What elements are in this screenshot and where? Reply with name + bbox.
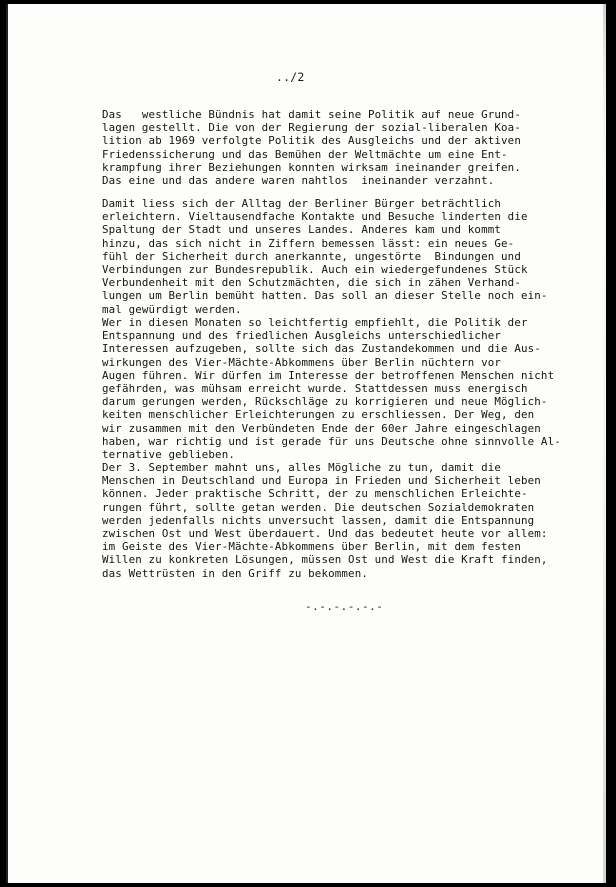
text-line: lition ab 1969 verfolgte Politik des Ausgleichs und der aktiven [102,134,521,148]
text-line: im Geiste des Vier-Mächte-Abkommens über Berlin, mit dem festen [102,540,521,554]
paragraph [102,461,548,580]
text-line: lagen gestellt. Die von der Regierung der sozial-liberalen Koa- [102,121,521,135]
text-line: Willen zu konkreten Lösungen, müssen Ost und West die Kraft finden, [102,553,548,567]
document-page [6,4,606,883]
page-edge-shadow [603,4,606,883]
text-line: erleichtern. Vieltausendfache Kontakte und Besuche linderten die [102,210,528,224]
closing-mark: -.-.-.-.-.- [305,600,384,613]
text-line: können. Jeder praktische Schritt, der zu menschlichen Erleichte- [102,487,528,501]
text-line: Der 3. September mahnt uns, alles Mögliche zu tun, damit die [102,461,502,474]
page-number: ../2 [276,70,305,84]
text-line: Das westliche Bündnis hat damit seine Politik auf neue Grund- [102,108,521,121]
text-line: Das eine und das andere waren nahtlos ineinander verzahnt. [102,174,495,188]
text-line: krampfung ihrer Beziehungen konnten wirksam ineinander greifen. [102,160,521,174]
text-line: Entspannung und des friedlichen Ausgleichs unterschiedlicher [102,329,502,343]
text-line: rungen führt, sollte getan werden. Die deutschen Sozialdemokraten [102,500,535,514]
text-line: gefährden, was mühsam erreicht wurde. Stattdessen muss energisch [102,382,528,396]
text-line: Augen führen. Wir dürfen im Interesse der betroffenen Menschen nicht [102,368,555,382]
text-line: Damit liess sich der Alltag der Berliner Bürger beträchtlich [102,197,502,210]
paragraph [102,316,561,461]
text-line: fühl der Sicherheit durch anerkannte, ungestörte Bindungen und [102,249,521,263]
text-line: mal gewürdigt werden. [102,302,242,316]
text-line: das Wettrüsten in den Griff zu bekommen. [102,566,369,580]
text-line: haben, war richtig und ist gerade für uns Deutsche ohne sinnvolle Al- [102,434,561,448]
text-line: wir zusammen mit den Verbündeten Ende der 60er Jahre eingeschlagen [102,421,541,435]
text-line: Verbindungen zur Bundesrepublik. Auch ein wiedergefundenes Stück [102,263,528,277]
text-line: hinzu, das sich nicht in Ziffern bemessen lässt: ein neues Ge- [102,236,515,250]
text-line: lungen um Berlin bemüht hatten. Das soll an dieser Stelle noch ein- [102,289,548,303]
text-line: Spaltung der Stadt und unseres Landes. Anderes kam und kommt [102,223,502,237]
text-line: werden jedenfalls nichts unversucht lassen, damit die Entspannung [102,513,535,527]
text-line: Menschen in Deutschland und Europa in Frieden und Sicherheit leben [102,474,541,488]
paragraph [102,108,521,187]
text-line: wirkungen des Vier-Mächte-Abkommens über Berlin nüchtern vor [102,355,502,369]
text-line: Friedenssicherung und das Bemühen der Weltmächte um eine Ent- [102,147,508,161]
text-line: Interessen aufzugeben, sollte sich das Zustandekommen und die Aus- [102,342,541,356]
text-line: ternative geblieben. [102,448,236,462]
paragraph [102,197,548,316]
text-line: Wer in diesen Monaten so leichtfertig empfiehlt, die Politik der [102,316,528,329]
text-line: zwischen Ost und West überdauert. Und das bedeutet heute vor allem: [102,527,548,541]
text-line: keiten menschlicher Erleichterungen zu erschliessen. Der Weg, den [102,408,535,422]
text-line: Verbundenheit mit den Schutzmächten, die sich in zähen Verhand- [102,276,521,290]
text-line: darum gerungen werden, Rückschläge zu korrigieren und neue Möglich- [102,395,548,409]
